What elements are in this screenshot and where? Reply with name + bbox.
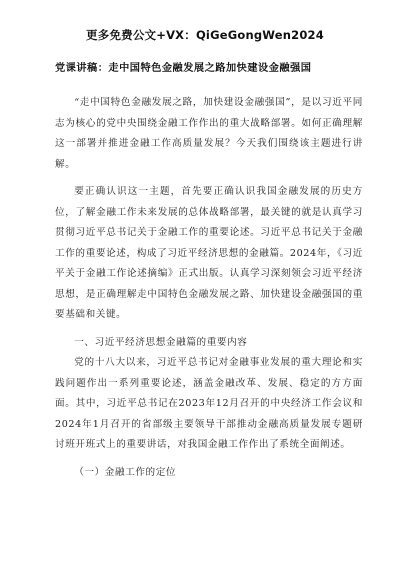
document-title: 党课讲稿：走中国特色金融发展之路加快建设金融强国 [55, 63, 312, 74]
paragraph-understanding: 要正确认识这一主题，首先要正确认识我国金融发展的历史方位，了解金融工作未来发展的总体战略部署，最关键的就是认真学习贯彻习近平总书记关于金融工作的重要论述。习近平总书记关于金融工作的重要论述，构成了习近平经济思想的金融篇。2024年，《习近平关于金融工作论述摘编》正式出版。认真学习深刻领会习近平经济思想，是正确理解走中国特色金融发展之路、加快建设金融强国的重要基础和关键。 [55, 186, 363, 320]
paragraph-eighteenth-congress: 党的十八大以来，习近平总书记对金融事业发展的重大理论和实践问题作出一系列重要论述，涵盖金融改革、发展、稳定的方方面面。其中，习近平总书记在2023年12月召开的中央经济工作会议和2024年1月召开的省部级主要领导干部推动金融高质量发展专题研讨班开班式上的重要讲话，对我国金融工作作出了系统全面阐述。 [55, 357, 363, 450]
document-body [55, 93, 363, 483]
section-heading: 一、习近平经济思想金融篇的重要内容 [74, 336, 248, 348]
subsection-heading: （一）金融工作的定位 [74, 466, 177, 478]
paragraph-intro: “走中国特色金融发展之路，加快建设金融强国”，是以习近平同志为核心的党中央围绕金融工作作出的重大战略部署。如何正确理解这一部署并推进金融工作高质量发展？今天我们围绕该主题进行讲解。 [55, 97, 363, 170]
watermark-header: 更多免费公文+VX：QiGeGongWen2024 [86, 28, 324, 42]
